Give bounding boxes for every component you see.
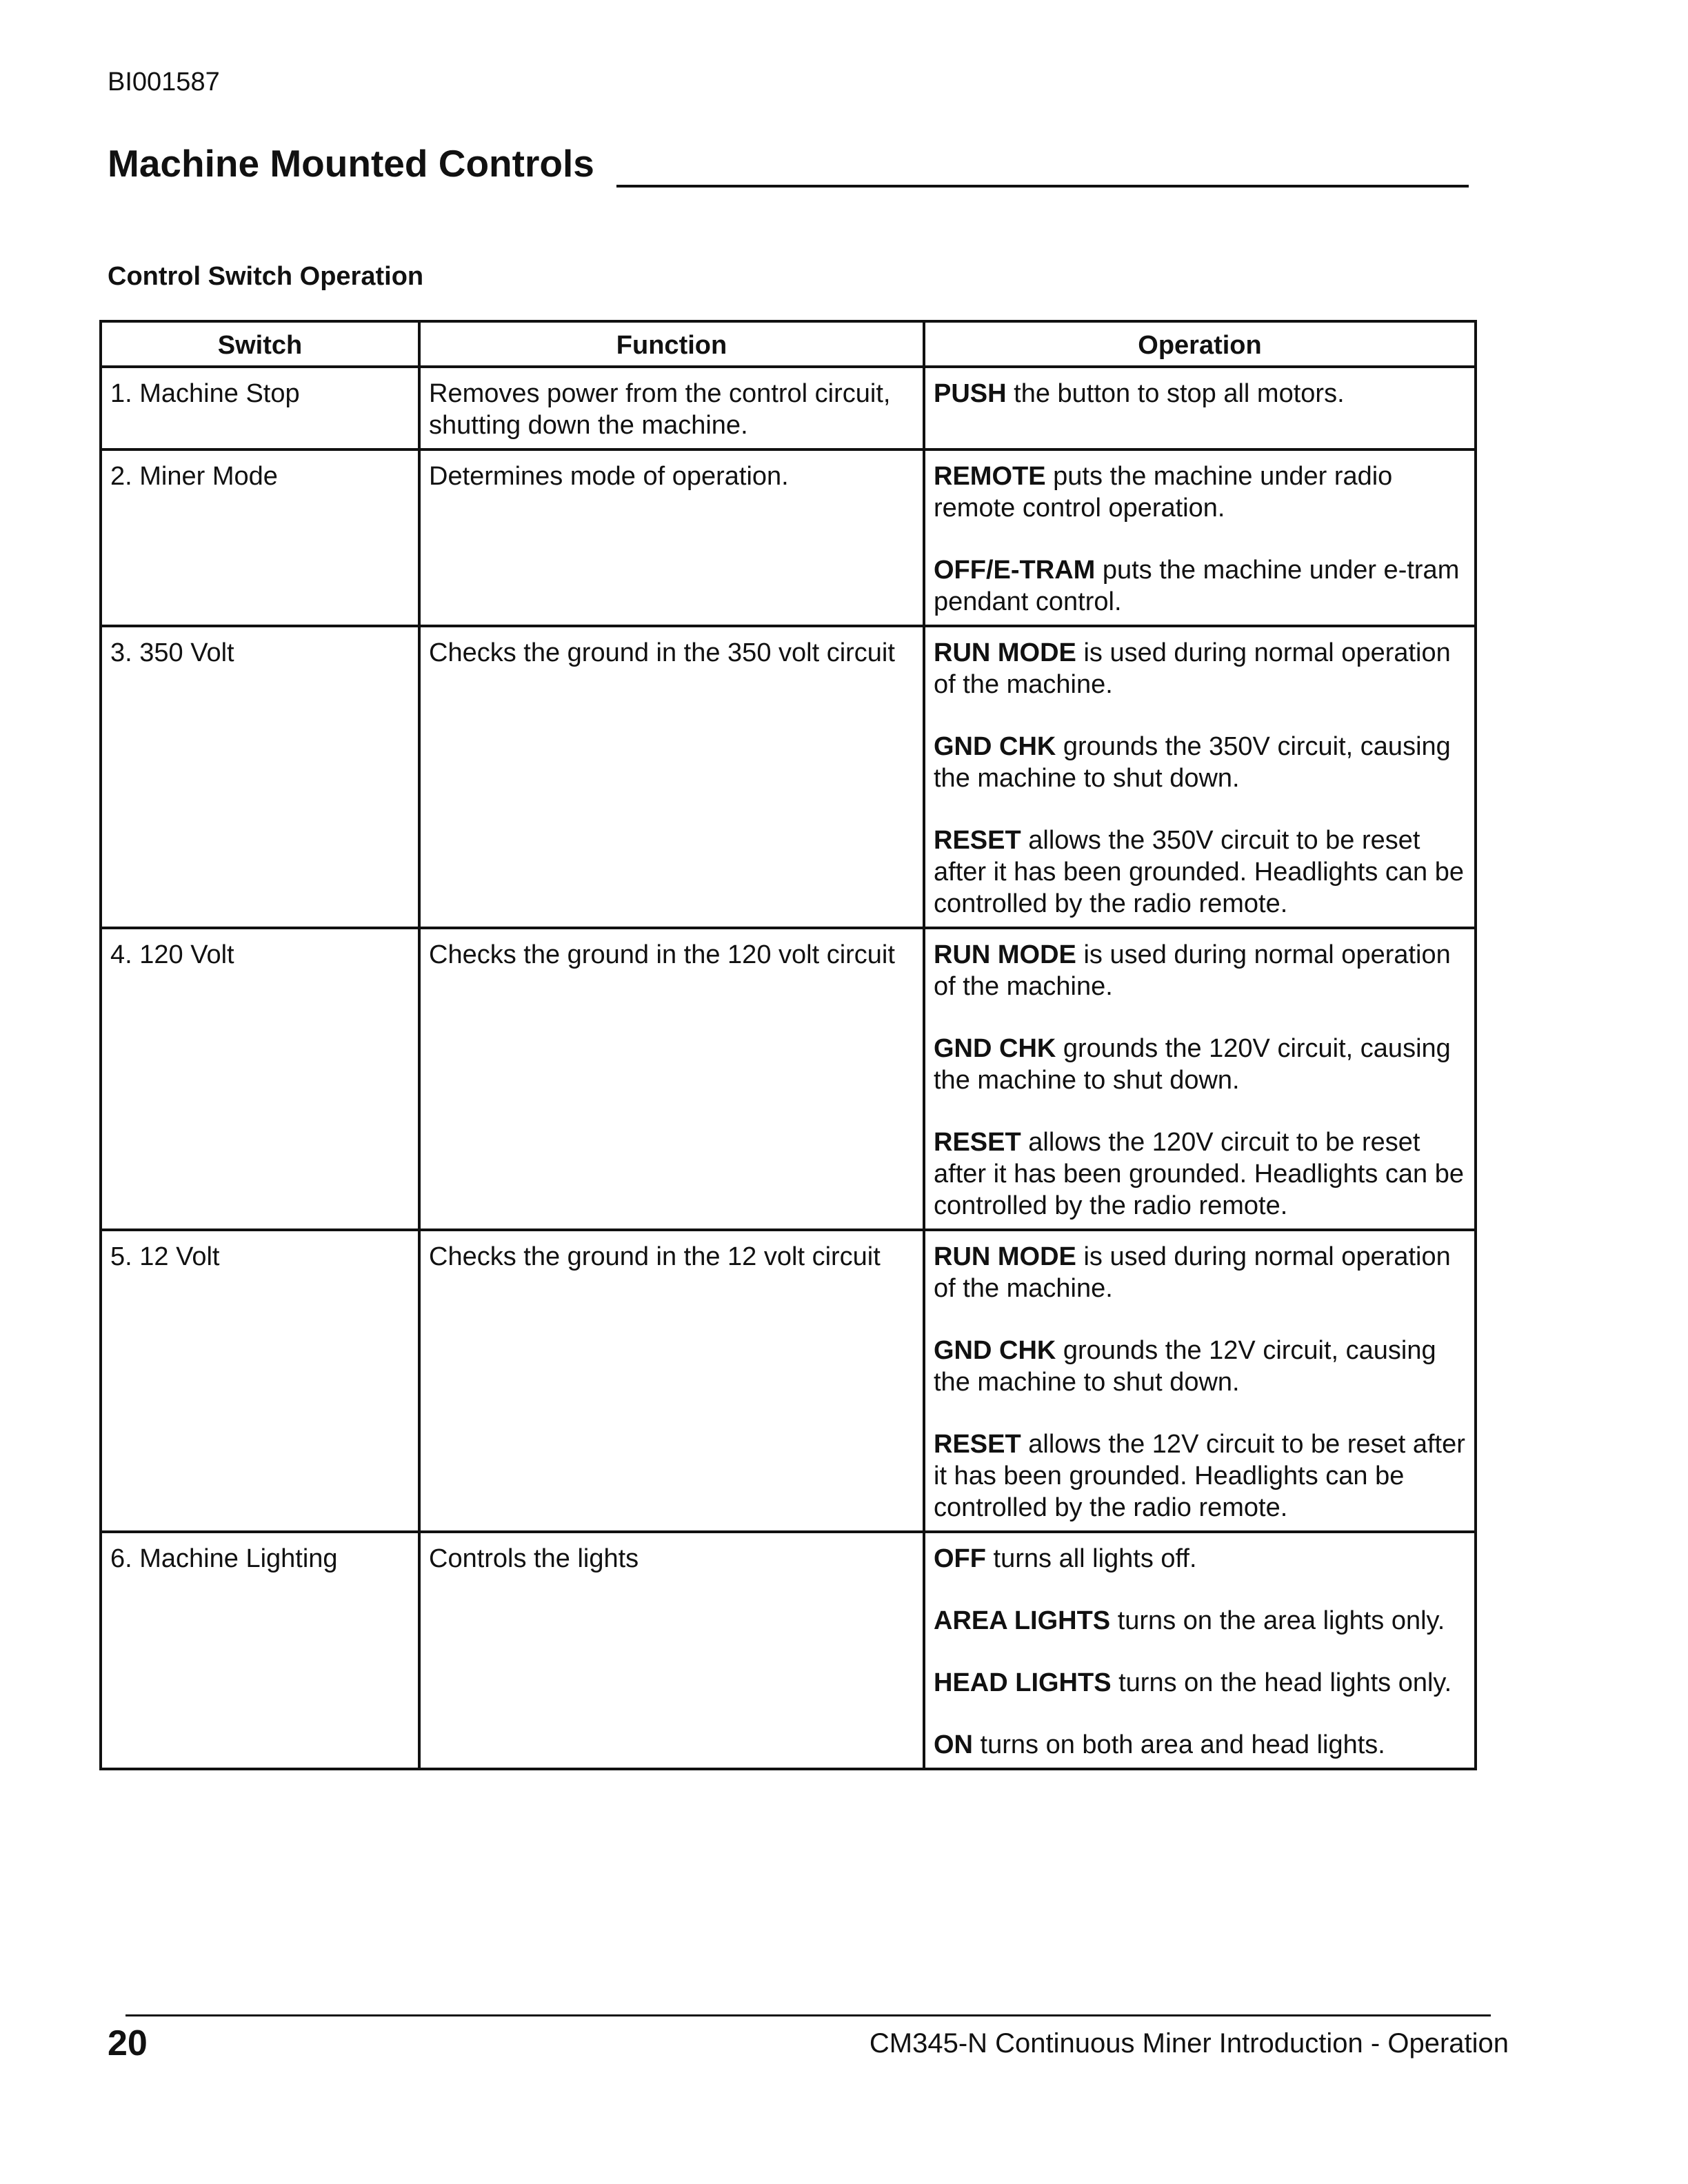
switch-cell: 6. Machine Lighting bbox=[101, 1532, 419, 1769]
operation-entry bbox=[934, 1335, 1466, 1398]
operation-description: grounds the 120V circuit, causing the machine to shut down. bbox=[934, 1034, 1451, 1095]
operation-entry bbox=[934, 461, 1466, 524]
switch-cell: 5. 12 Volt bbox=[101, 1230, 419, 1532]
operation-term: RESET bbox=[934, 1430, 1021, 1459]
operation-term: RUN MODE bbox=[934, 940, 1076, 969]
table-row bbox=[101, 367, 1476, 449]
operation-entry bbox=[934, 1126, 1466, 1222]
operation-cell bbox=[924, 626, 1476, 928]
switch-cell: 1. Machine Stop bbox=[101, 367, 419, 449]
operation-term: GND CHK bbox=[934, 1336, 1056, 1365]
operation-entry bbox=[934, 1428, 1466, 1524]
operation-term: RESET bbox=[934, 826, 1021, 855]
function-cell: Checks the ground in the 12 volt circuit bbox=[419, 1230, 924, 1532]
footer-document-title: CM345-N Continuous Miner Introduction - Operation bbox=[869, 2028, 1509, 2059]
header-function: Function bbox=[419, 321, 924, 367]
header-operation: Operation bbox=[924, 321, 1476, 367]
operation-term: GND CHK bbox=[934, 732, 1056, 761]
header-switch: Switch bbox=[101, 321, 419, 367]
operation-term: GND CHK bbox=[934, 1034, 1056, 1063]
operation-term: RUN MODE bbox=[934, 638, 1076, 667]
operation-description: turns on the area lights only. bbox=[1110, 1606, 1445, 1635]
switch-cell: 2. Miner Mode bbox=[101, 449, 419, 626]
operation-entry bbox=[934, 825, 1466, 920]
operation-term: PUSH bbox=[934, 379, 1007, 408]
operation-term: RESET bbox=[934, 1128, 1021, 1157]
operation-description: is used during normal operation of the machine. bbox=[934, 638, 1451, 699]
switch-cell: 4. 120 Volt bbox=[101, 928, 419, 1230]
function-cell: Checks the ground in the 120 volt circuit bbox=[419, 928, 924, 1230]
table-row bbox=[101, 626, 1476, 928]
page-number: 20 bbox=[108, 2023, 148, 2063]
operation-description: is used during normal operation of the machine. bbox=[934, 1242, 1451, 1303]
operation-description: is used during normal operation of the machine. bbox=[934, 940, 1451, 1001]
function-cell: Checks the ground in the 350 volt circuit bbox=[419, 626, 924, 928]
table-body bbox=[101, 367, 1476, 1769]
function-cell: Controls the lights bbox=[419, 1532, 924, 1769]
operation-cell bbox=[924, 449, 1476, 626]
page-title: Machine Mounted Controls bbox=[108, 142, 594, 185]
function-cell: Removes power from the control circuit, shutting down the machine. bbox=[419, 367, 924, 449]
operation-term: HEAD LIGHTS bbox=[934, 1668, 1112, 1697]
operation-cell bbox=[924, 367, 1476, 449]
operation-term: REMOTE bbox=[934, 462, 1046, 491]
operation-description: turns on both area and head lights. bbox=[973, 1730, 1385, 1759]
operation-term: OFF/E-TRAM bbox=[934, 556, 1096, 585]
operation-entry bbox=[934, 378, 1466, 410]
operation-entry bbox=[934, 1605, 1466, 1637]
operation-description: grounds the 350V circuit, causing the machine to shut down. bbox=[934, 732, 1451, 793]
operation-cell bbox=[924, 1532, 1476, 1769]
control-switch-table bbox=[99, 320, 1477, 1770]
document-id: BI001587 bbox=[108, 68, 220, 97]
operation-entry bbox=[934, 1033, 1466, 1096]
operation-term: OFF bbox=[934, 1544, 986, 1573]
table-row bbox=[101, 1532, 1476, 1769]
operation-description: turns all lights off. bbox=[985, 1544, 1197, 1573]
operation-description: allows the 350V circuit to be reset after it has been grounded. Headlights can be controlled by the radio remote. bbox=[934, 826, 1464, 918]
operation-description: turns on the head lights only. bbox=[1111, 1668, 1452, 1697]
operation-description: puts the machine under radio remote control operation. bbox=[934, 462, 1393, 523]
operation-description: the button to stop all motors. bbox=[1006, 379, 1345, 408]
operation-entry bbox=[934, 1729, 1466, 1761]
operation-entry bbox=[934, 939, 1466, 1002]
operation-entry bbox=[934, 637, 1466, 700]
operation-term: ON bbox=[934, 1730, 973, 1759]
section-heading: Control Switch Operation bbox=[108, 262, 424, 291]
operation-description: allows the 120V circuit to be reset after it has been grounded. Headlights can be controlled by the radio remote. bbox=[934, 1128, 1464, 1220]
table-row bbox=[101, 1230, 1476, 1532]
function-cell: Determines mode of operation. bbox=[419, 449, 924, 626]
operation-description: allows the 12V circuit to be reset after it has been grounded. Headlights can be controlled by the radio remote. bbox=[934, 1430, 1465, 1522]
operation-term: AREA LIGHTS bbox=[934, 1606, 1111, 1635]
operation-description: puts the machine under e-tram pendant control. bbox=[934, 556, 1460, 616]
operation-entry bbox=[934, 554, 1466, 618]
operation-cell bbox=[924, 928, 1476, 1230]
operation-entry bbox=[934, 1543, 1466, 1575]
table-row bbox=[101, 449, 1476, 626]
table-row bbox=[101, 928, 1476, 1230]
operation-entry bbox=[934, 1667, 1466, 1699]
operation-entry bbox=[934, 731, 1466, 794]
operation-description: grounds the 12V circuit, causing the machine to shut down. bbox=[934, 1336, 1436, 1397]
operation-term: RUN MODE bbox=[934, 1242, 1076, 1271]
operation-entry bbox=[934, 1241, 1466, 1304]
title-rule bbox=[616, 185, 1469, 188]
table-header-row bbox=[101, 321, 1476, 367]
operation-cell bbox=[924, 1230, 1476, 1532]
switch-cell: 3. 350 Volt bbox=[101, 626, 419, 928]
footer-rule bbox=[125, 2014, 1491, 2016]
